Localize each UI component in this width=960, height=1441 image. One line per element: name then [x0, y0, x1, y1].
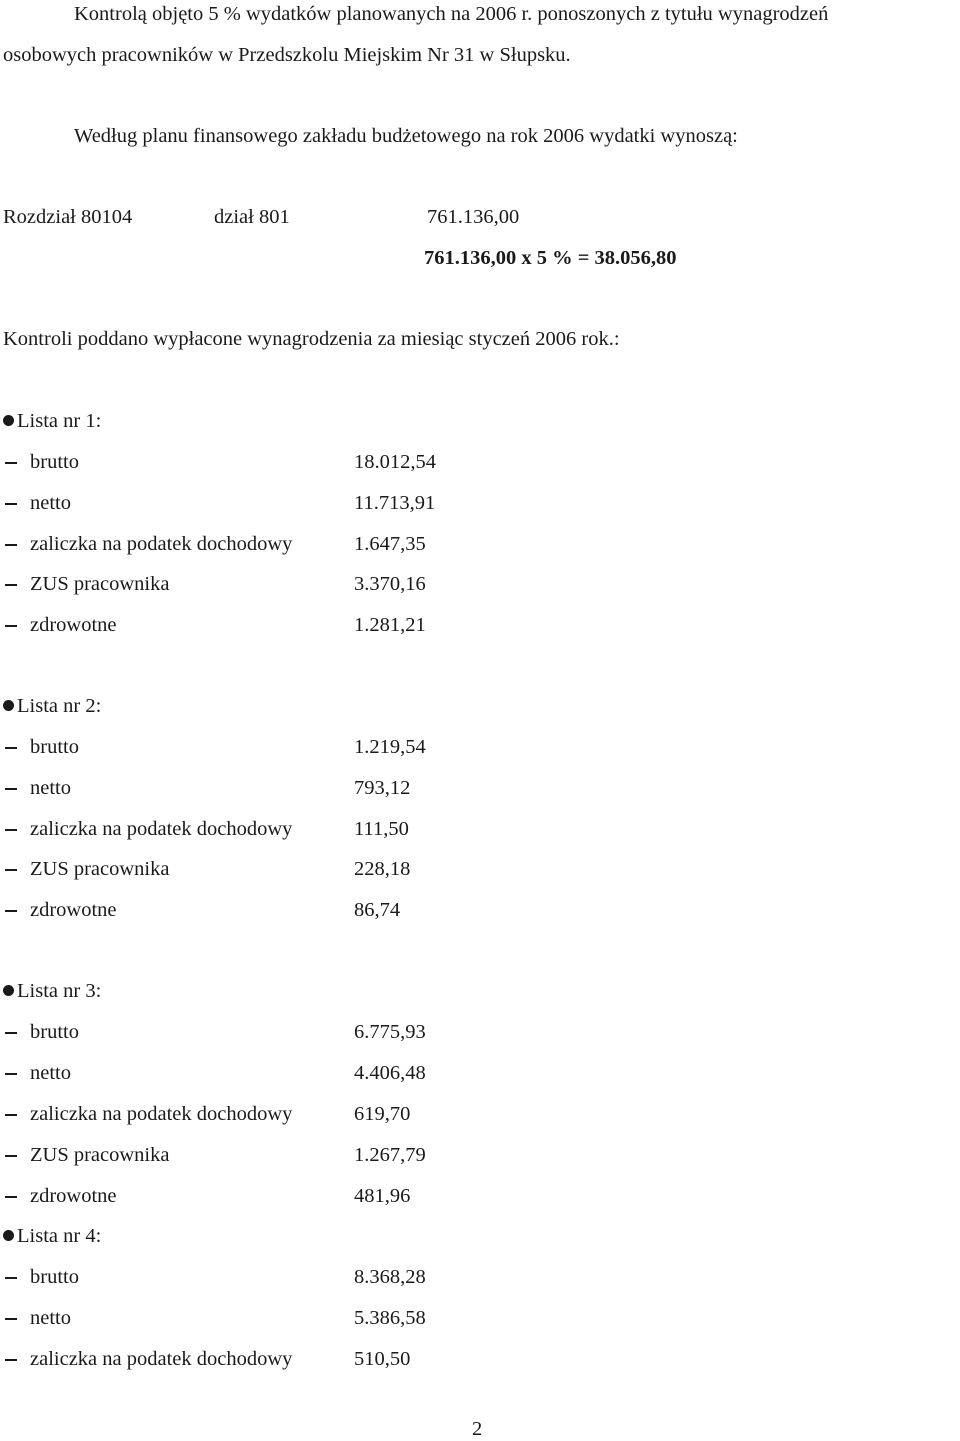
item-value: 1.267,79: [354, 1144, 426, 1166]
dash-icon: [5, 625, 17, 627]
item-label: netto: [30, 492, 71, 514]
list-item: [0, 1061, 960, 1085]
item-value: 3.370,16: [354, 573, 426, 595]
item-value: 228,18: [354, 858, 411, 880]
item-value: 481,96: [354, 1185, 411, 1207]
list-item: [0, 532, 960, 556]
intro-line-1: Kontrolą objęto 5 % wydatków planowanych na 2006 r. ponoszonych z tytułu wynagrodzeń: [74, 3, 829, 25]
list-item: [0, 572, 960, 596]
item-label: zaliczka na podatek dochodowy: [30, 533, 293, 555]
list-item: [0, 898, 960, 922]
item-label: zaliczka na podatek dochodowy: [30, 1348, 293, 1370]
item-value: 1.647,35: [354, 533, 426, 555]
item-label: netto: [30, 777, 71, 799]
list-heading-3: [3, 979, 101, 1003]
list-heading-2: [3, 694, 101, 718]
dash-icon: [5, 503, 17, 505]
dash-icon: [5, 910, 17, 912]
item-value: 510,50: [354, 1348, 411, 1370]
list-item: [0, 1347, 960, 1371]
list-title: Lista nr 2:: [17, 695, 102, 717]
dash-icon: [5, 1073, 17, 1075]
dash-icon: [5, 1032, 17, 1034]
item-label: zdrowotne: [30, 899, 117, 921]
item-value: 8.368,28: [354, 1266, 426, 1288]
list-item: [0, 1143, 960, 1167]
item-label: zaliczka na podatek dochodowy: [30, 818, 293, 840]
item-label: brutto: [30, 736, 79, 758]
list-heading-1: [3, 409, 101, 433]
item-label: brutto: [30, 1021, 79, 1043]
rozdzial-label: Rozdział 80104: [3, 206, 133, 228]
list-item: [0, 491, 960, 515]
item-value: 793,12: [354, 777, 411, 799]
dash-icon: [5, 788, 17, 790]
dash-icon: [5, 584, 17, 586]
bullet-icon: [3, 415, 14, 426]
item-label: zdrowotne: [30, 614, 117, 636]
item-value: 111,50: [354, 818, 409, 840]
kontrola-text: Kontroli poddano wypłacone wynagrodzenia za miesiąc styczeń 2006 rok.:: [3, 328, 620, 350]
dash-icon: [5, 1196, 17, 1198]
item-label: netto: [30, 1307, 71, 1329]
dash-icon: [5, 1359, 17, 1361]
list-title: Lista nr 4:: [17, 1225, 102, 1247]
item-value: 11.713,91: [354, 492, 436, 514]
rozdzial-amount: 761.136,00: [427, 206, 520, 228]
bullet-icon: [3, 985, 14, 996]
item-value: 1.281,21: [354, 614, 426, 636]
list-title: Lista nr 3:: [17, 980, 102, 1002]
list-item: [0, 817, 960, 841]
dash-icon: [5, 1277, 17, 1279]
list-item: [0, 1184, 960, 1208]
item-label: ZUS pracownika: [30, 858, 170, 880]
list-item: [0, 776, 960, 800]
calculation: 761.136,00 x 5 % = 38.056,80: [424, 247, 677, 269]
list-heading-4: [3, 1224, 101, 1248]
list-item: [0, 1306, 960, 1330]
dash-icon: [5, 869, 17, 871]
item-label: ZUS pracownika: [30, 1144, 170, 1166]
item-value: 5.386,58: [354, 1307, 426, 1329]
list-item: [0, 1020, 960, 1044]
dash-icon: [5, 747, 17, 749]
list-item: [0, 450, 960, 474]
dash-icon: [5, 1155, 17, 1157]
bullet-icon: [3, 1230, 14, 1241]
item-label: ZUS pracownika: [30, 573, 170, 595]
list-title: Lista nr 1:: [17, 410, 102, 432]
dash-icon: [5, 829, 17, 831]
list-item: [0, 613, 960, 637]
list-item: [0, 857, 960, 881]
page-number: 2: [472, 1418, 483, 1440]
dash-icon: [5, 1114, 17, 1116]
bullet-icon: [3, 700, 14, 711]
item-value: 1.219,54: [354, 736, 426, 758]
dash-icon: [5, 544, 17, 546]
item-value: 4.406,48: [354, 1062, 426, 1084]
item-label: zaliczka na podatek dochodowy: [30, 1103, 293, 1125]
list-item: [0, 1102, 960, 1126]
dash-icon: [5, 1318, 17, 1320]
item-label: netto: [30, 1062, 71, 1084]
dash-icon: [5, 462, 17, 464]
item-value: 619,70: [354, 1103, 411, 1125]
intro-line-2: osobowych pracowników w Przedszkolu Miejskim Nr 31 w Słupsku.: [3, 44, 571, 66]
item-value: 6.775,93: [354, 1021, 426, 1043]
list-item: [0, 1265, 960, 1289]
item-value: 18.012,54: [354, 451, 436, 473]
item-value: 86,74: [354, 899, 401, 921]
dzial-label: dział 801: [214, 206, 290, 228]
list-item: [0, 735, 960, 759]
item-label: zdrowotne: [30, 1185, 117, 1207]
plan-text: Według planu finansowego zakładu budżetowego na rok 2006 wydatki wynoszą:: [74, 125, 738, 147]
item-label: brutto: [30, 1266, 79, 1288]
item-label: brutto: [30, 451, 79, 473]
